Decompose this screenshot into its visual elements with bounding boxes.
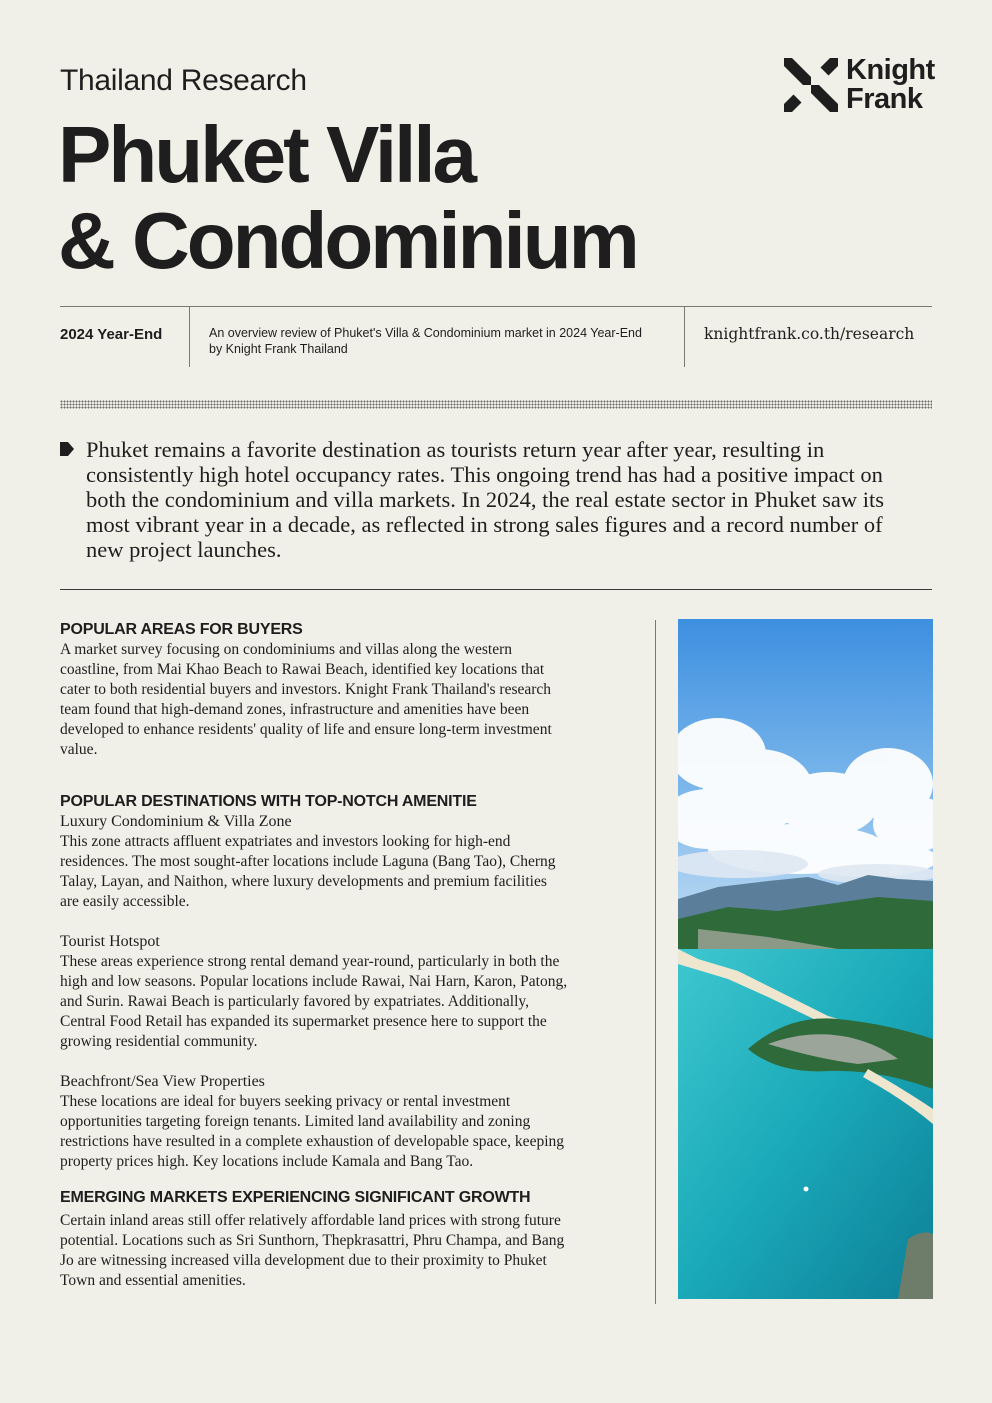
section-heading-destinations: POPULAR DESTINATIONS WITH TOP-NOTCH AMENITIE — [60, 793, 477, 810]
body-line: These locations are ideal for buyers seeking privacy or rental investment — [60, 1093, 511, 1110]
logo-word-2: Frank — [846, 83, 923, 115]
body-line: Certain inland areas still offer relatively affordable land prices with strong future — [60, 1212, 561, 1229]
intro-line: both the condominium and villa markets. In 2024, the real estate sector in Phuket saw its — [86, 487, 884, 512]
intro-line: most vibrant year in a decade, as reflected in strong sales figures and a record number of — [86, 512, 883, 537]
column-divider — [655, 620, 656, 1304]
subheading-beachfront: Beachfront/Sea View Properties — [60, 1073, 265, 1090]
title-line-1: Phuket Villa — [58, 110, 475, 199]
description-line-2: by Knight Frank Thailand — [209, 342, 348, 356]
arrow-tag-icon — [60, 442, 74, 456]
logo-wordmark — [846, 56, 935, 114]
body-line: growing residential community. — [60, 1033, 258, 1050]
report-description — [209, 325, 669, 357]
dotted-divider — [60, 400, 932, 409]
body-line: residences. The most sought-after locations include Laguna (Bang Tao), Cherng — [60, 853, 556, 870]
header-divider — [60, 306, 932, 307]
body-line: This zone attracts affluent expatriates and investors looking for high-end — [60, 833, 511, 850]
logo-word-1: Knight — [846, 54, 935, 86]
popular-areas-body — [60, 640, 638, 760]
intro-line: Phuket remains a favorite destination as tourists return year after year, resulting in — [86, 437, 825, 462]
body-line: A market survey focusing on condominiums and villas along the western — [60, 641, 512, 658]
tourist-body — [60, 952, 638, 1052]
body-line: Talay, Layan, and Naithon, where luxury developments and premium facilities — [60, 873, 547, 890]
body-line: opportunities targeting foreign tenants. Limited land availability and zoning — [60, 1113, 531, 1130]
body-line: are easily accessible. — [60, 893, 190, 910]
body-line: property prices high. Key locations include Kamala and Bang Tao. — [60, 1153, 474, 1170]
main-text-column — [60, 620, 638, 1291]
section-divider — [60, 589, 932, 590]
body-line: restrictions have resulted in a complete exhaustion of developable space, keeping — [60, 1133, 564, 1150]
body-line: and Surin. Rawai Beach is particularly favored by expatriates. Additionally, — [60, 993, 530, 1010]
research-url-link[interactable]: knightfrank.co.th/research — [704, 325, 915, 343]
series-title: Thailand Research — [60, 64, 307, 97]
body-line: high and low seasons. Popular locations include Rawai, Nai Harn, Karon, Patong, — [60, 973, 568, 990]
knight-frank-logo-icon — [784, 58, 838, 112]
description-line-1: An overview review of Phuket's Villa & Condominium market in 2024 Year-End — [209, 326, 642, 340]
page-title — [58, 112, 637, 284]
body-line: team found that high-demand zones, infrastructure and amenities have been — [60, 701, 530, 718]
body-line: coastline, from Mai Khao Beach to Rawai Beach, identified key locations that — [60, 661, 545, 678]
title-line-2: & Condominium — [58, 196, 637, 285]
section-heading-popular-areas: POPULAR AREAS FOR BUYERS — [60, 621, 303, 638]
knight-frank-logo — [784, 54, 935, 116]
edition-label: 2024 Year-End — [60, 326, 163, 343]
subheading-luxury: Luxury Condominium & Villa Zone — [60, 813, 292, 830]
body-line: cater to both residential buyers and investors. Knight Frank Thailand's research — [60, 681, 552, 698]
meta-divider-1 — [189, 307, 190, 367]
body-line: value. — [60, 741, 98, 758]
body-line: These areas experience strong rental demand year-round, particularly in both the — [60, 953, 560, 970]
body-line: potential. Locations such as Sri Sunthorn, Thepkrasattri, Phru Champa, and Bang — [60, 1232, 565, 1249]
beachfront-body — [60, 1092, 638, 1172]
phuket-coastline-photo — [678, 619, 933, 1299]
intro-line: new project launches. — [86, 537, 282, 562]
body-line: Town and essential amenities. — [60, 1272, 246, 1289]
coastline-photo-icon — [678, 619, 933, 1299]
body-line: Jo are witnessing increased villa development due to their proximity to Phuket — [60, 1252, 547, 1269]
body-line: Central Food Retail has expanded its supermarket presence here to support the — [60, 1013, 547, 1030]
section-heading-emerging: EMERGING MARKETS EXPERIENCING SIGNIFICANT GROWTH — [60, 1189, 531, 1206]
intro-line: consistently high hotel occupancy rates. This ongoing trend has had a positive impact on — [86, 462, 883, 487]
emerging-body — [60, 1211, 638, 1291]
meta-divider-2 — [684, 307, 685, 367]
intro-paragraph — [86, 437, 932, 562]
body-line: developed to enhance residents' quality of life and ensure long-term investment — [60, 721, 552, 738]
subheading-tourist: Tourist Hotspot — [60, 933, 160, 950]
luxury-body — [60, 832, 638, 912]
